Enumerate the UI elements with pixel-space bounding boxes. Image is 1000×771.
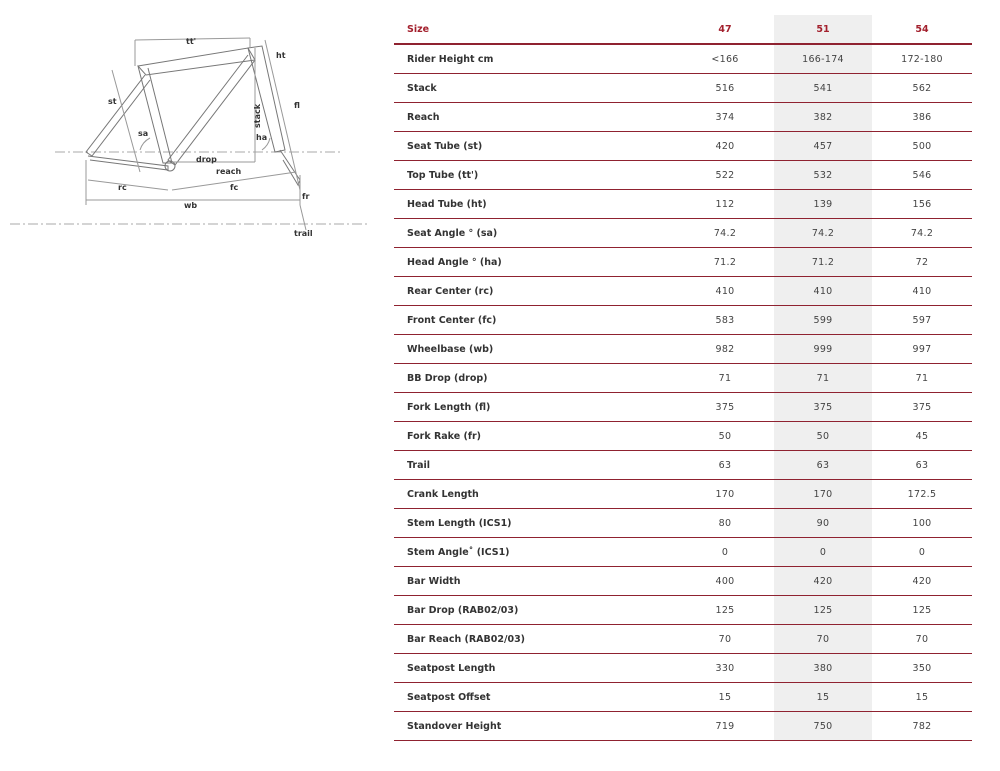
row-value: 375: [774, 393, 872, 422]
row-label: Fork Length (fl): [394, 393, 676, 422]
row-value: 139: [774, 190, 872, 219]
table-row: [394, 567, 972, 596]
row-value: 420: [676, 132, 774, 161]
row-value: 170: [676, 480, 774, 509]
size-header-label: Size: [394, 15, 676, 44]
row-label: Seat Tube (st): [394, 132, 676, 161]
row-label: Seatpost Offset: [394, 683, 676, 712]
row-value: 74.2: [676, 219, 774, 248]
label-stack: stack: [253, 103, 262, 128]
row-value: 172-180: [872, 44, 972, 74]
row-value: 172.5: [872, 480, 972, 509]
row-value: 71: [872, 364, 972, 393]
label-fc: fc: [230, 183, 239, 192]
row-value: 457: [774, 132, 872, 161]
row-value: 45: [872, 422, 972, 451]
size-header-54: 54: [872, 15, 972, 44]
label-fr: fr: [302, 192, 310, 201]
size-header-51: 51: [774, 15, 872, 44]
row-label: Bar Reach (RAB02/03): [394, 625, 676, 654]
row-value: 63: [872, 451, 972, 480]
row-value: 112: [676, 190, 774, 219]
row-value: 63: [774, 451, 872, 480]
frame-geometry-diagram: [0, 0, 380, 250]
row-value: 997: [872, 335, 972, 364]
table-row: [394, 596, 972, 625]
row-label: Rider Height cm: [394, 44, 676, 74]
row-value: 71.2: [774, 248, 872, 277]
table-row: [394, 480, 972, 509]
row-value: 719: [676, 712, 774, 741]
table-row: [394, 683, 972, 712]
row-value: 125: [872, 596, 972, 625]
row-value: 70: [774, 625, 872, 654]
row-label: Stack: [394, 74, 676, 103]
row-value: 125: [774, 596, 872, 625]
row-label: Trail: [394, 451, 676, 480]
row-value: 156: [872, 190, 972, 219]
row-label: Front Center (fc): [394, 306, 676, 335]
geometry-table: [394, 15, 972, 741]
label-sa: sa: [138, 129, 149, 138]
row-label: Seatpost Length: [394, 654, 676, 683]
table-row: [394, 509, 972, 538]
label-ha: ha: [256, 133, 268, 142]
label-st: st: [108, 97, 117, 106]
row-value: 380: [774, 654, 872, 683]
table-row: [394, 74, 972, 103]
row-value: 546: [872, 161, 972, 190]
row-value: 500: [872, 132, 972, 161]
row-label: Head Tube (ht): [394, 190, 676, 219]
row-value: 74.2: [774, 219, 872, 248]
table-row: [394, 422, 972, 451]
table-row: [394, 103, 972, 132]
row-value: 410: [872, 277, 972, 306]
row-value: 15: [676, 683, 774, 712]
row-label: Standover Height: [394, 712, 676, 741]
row-value: 166-174: [774, 44, 872, 74]
row-value: 999: [774, 335, 872, 364]
row-value: 70: [872, 625, 972, 654]
row-value: 71: [774, 364, 872, 393]
row-value: 0: [774, 538, 872, 567]
row-value: 350: [872, 654, 972, 683]
row-value: 170: [774, 480, 872, 509]
row-value: 70: [676, 625, 774, 654]
row-value: 0: [872, 538, 972, 567]
label-fl: fl: [294, 101, 300, 110]
row-value: 100: [872, 509, 972, 538]
label-ht: ht: [276, 51, 286, 60]
row-value: 562: [872, 74, 972, 103]
row-value: 71.2: [676, 248, 774, 277]
row-value: 71: [676, 364, 774, 393]
table-row: [394, 44, 972, 74]
row-value: 125: [676, 596, 774, 625]
row-value: 599: [774, 306, 872, 335]
row-value: 532: [774, 161, 872, 190]
label-tt: tt': [186, 37, 197, 46]
row-value: 583: [676, 306, 774, 335]
table-row: [394, 712, 972, 741]
row-label: BB Drop (drop): [394, 364, 676, 393]
row-value: <166: [676, 44, 774, 74]
row-value: 386: [872, 103, 972, 132]
table-row: [394, 161, 972, 190]
table-row: [394, 277, 972, 306]
row-value: 420: [774, 567, 872, 596]
row-value: 410: [676, 277, 774, 306]
row-label: Seat Angle ° (sa): [394, 219, 676, 248]
row-value: 330: [676, 654, 774, 683]
row-value: 420: [872, 567, 972, 596]
row-value: 0: [676, 538, 774, 567]
row-label: Rear Center (rc): [394, 277, 676, 306]
table-row: [394, 625, 972, 654]
row-value: 597: [872, 306, 972, 335]
row-value: 382: [774, 103, 872, 132]
row-label: Crank Length: [394, 480, 676, 509]
table-row: [394, 335, 972, 364]
row-value: 750: [774, 712, 872, 741]
label-trail: trail: [294, 229, 313, 238]
row-value: 80: [676, 509, 774, 538]
row-label: Top Tube (tt'): [394, 161, 676, 190]
row-value: 522: [676, 161, 774, 190]
row-label: Stem Angle˚ (ICS1): [394, 538, 676, 567]
row-value: 74.2: [872, 219, 972, 248]
table-row: [394, 451, 972, 480]
row-label: Fork Rake (fr): [394, 422, 676, 451]
row-label: Head Angle ° (ha): [394, 248, 676, 277]
table-row: [394, 393, 972, 422]
row-value: 375: [676, 393, 774, 422]
table-row: [394, 654, 972, 683]
size-header-47: 47: [676, 15, 774, 44]
table-row: [394, 306, 972, 335]
row-label: Bar Width: [394, 567, 676, 596]
row-label: Wheelbase (wb): [394, 335, 676, 364]
table-row: [394, 190, 972, 219]
label-drop: drop: [196, 155, 217, 164]
row-value: 15: [872, 683, 972, 712]
row-value: 374: [676, 103, 774, 132]
label-wb: wb: [184, 201, 198, 210]
row-value: 410: [774, 277, 872, 306]
table-row: [394, 364, 972, 393]
row-label: Reach: [394, 103, 676, 132]
table-row: [394, 219, 972, 248]
row-label: Bar Drop (RAB02/03): [394, 596, 676, 625]
row-value: 63: [676, 451, 774, 480]
row-label: Stem Length (ICS1): [394, 509, 676, 538]
table-row: [394, 248, 972, 277]
row-value: 50: [774, 422, 872, 451]
row-value: 90: [774, 509, 872, 538]
label-reach: reach: [216, 167, 242, 176]
row-value: 375: [872, 393, 972, 422]
row-value: 400: [676, 567, 774, 596]
table-row: [394, 132, 972, 161]
row-value: 982: [676, 335, 774, 364]
table-row: [394, 538, 972, 567]
row-value: 516: [676, 74, 774, 103]
row-value: 15: [774, 683, 872, 712]
size-header-row: [394, 15, 972, 44]
row-value: 782: [872, 712, 972, 741]
label-rc: rc: [118, 183, 127, 192]
row-value: 50: [676, 422, 774, 451]
row-value: 541: [774, 74, 872, 103]
row-value: 72: [872, 248, 972, 277]
